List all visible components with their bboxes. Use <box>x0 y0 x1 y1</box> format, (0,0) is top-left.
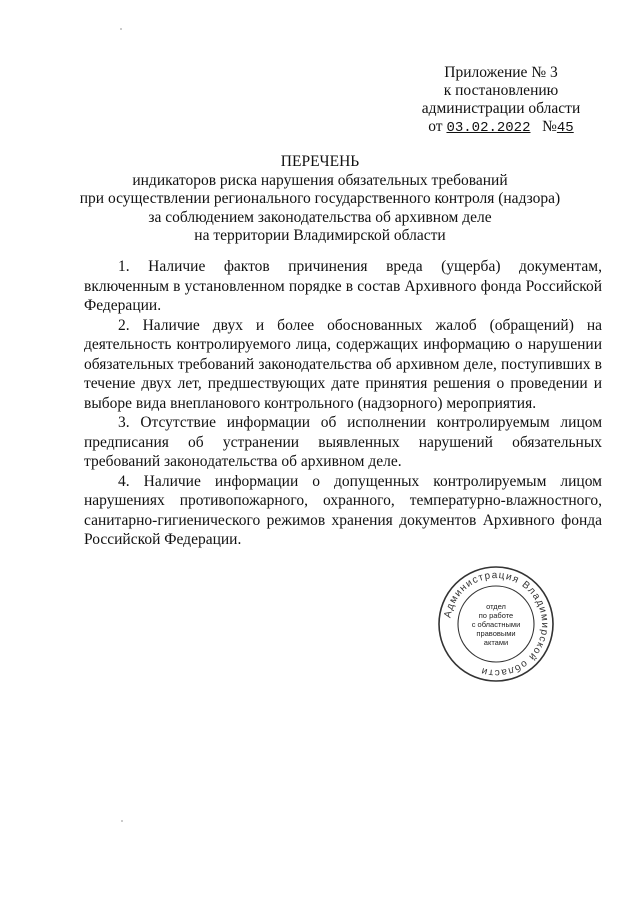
title-line-3: за соблюдением законодательства об архивном деле <box>148 208 492 226</box>
annex-date-line <box>406 118 596 137</box>
indicator-item: 1. Наличие фактов причинения вреда (ущерба) документам, включенным в установленном порядке в состав Архивного фонда Российской Федерации. <box>84 258 602 314</box>
scan-speck <box>120 28 122 30</box>
annex-subtitle: к постановлению <box>443 82 559 99</box>
title-line-2: при осуществлении регионального государственного контроля (надзора) <box>79 190 561 207</box>
stamp-line: актами <box>483 637 509 647</box>
resolution-date: 03.02.2022 <box>446 120 531 136</box>
document-title <box>60 153 580 246</box>
title-heading: ПЕРЕЧЕНЬ <box>280 153 360 170</box>
annex-header <box>406 64 596 137</box>
stamp-line: отдел <box>486 601 506 611</box>
indicator-item: 3. Отсутствие информации об исполнении контролируемым лицом предписания об устранении выявленных нарушений обязательных требований законодательства об архивном деле. <box>84 414 602 470</box>
number-prefix: № <box>542 118 557 135</box>
indicator-list <box>84 257 602 550</box>
scan-speck <box>121 820 123 822</box>
stamp-line: правовыми <box>476 628 516 638</box>
stamp-line: с областными <box>471 619 521 629</box>
official-stamp <box>437 565 555 683</box>
title-line-1: индикаторов риска нарушения обязательных требований <box>132 171 508 189</box>
resolution-number: 45 <box>556 120 574 136</box>
title-line-4: на территории Владимирской области <box>194 227 446 244</box>
stamp-line: по работе <box>478 610 514 620</box>
annex-title: Приложение № 3 <box>444 64 558 81</box>
date-prefix: от <box>428 118 443 135</box>
indicator-item: 4. Наличие информации о допущенных контролируемым лицом нарушениях противопожарного, охранного, температурно-влажностного, санитарно-гигиенического режимов хранения документов Архивного фонда Российской Федерации. <box>84 472 602 548</box>
stamp-inner-text <box>437 565 555 683</box>
stamp-ring-text: Администрация Владимирской области <box>442 569 551 679</box>
indicator-item: 2. Наличие двух и более обоснованных жалоб (обращений) на деятельность контролируемого лица, содержащих информацию о нарушении обязательных требований законодательства об архивном деле, поступивших в течение двух лет, предшествующих дате принятия решения о проведении и выборе вида внепланового контрольного (надзорного) мероприятия. <box>84 316 602 412</box>
annex-issuer: администрации области <box>421 100 581 117</box>
